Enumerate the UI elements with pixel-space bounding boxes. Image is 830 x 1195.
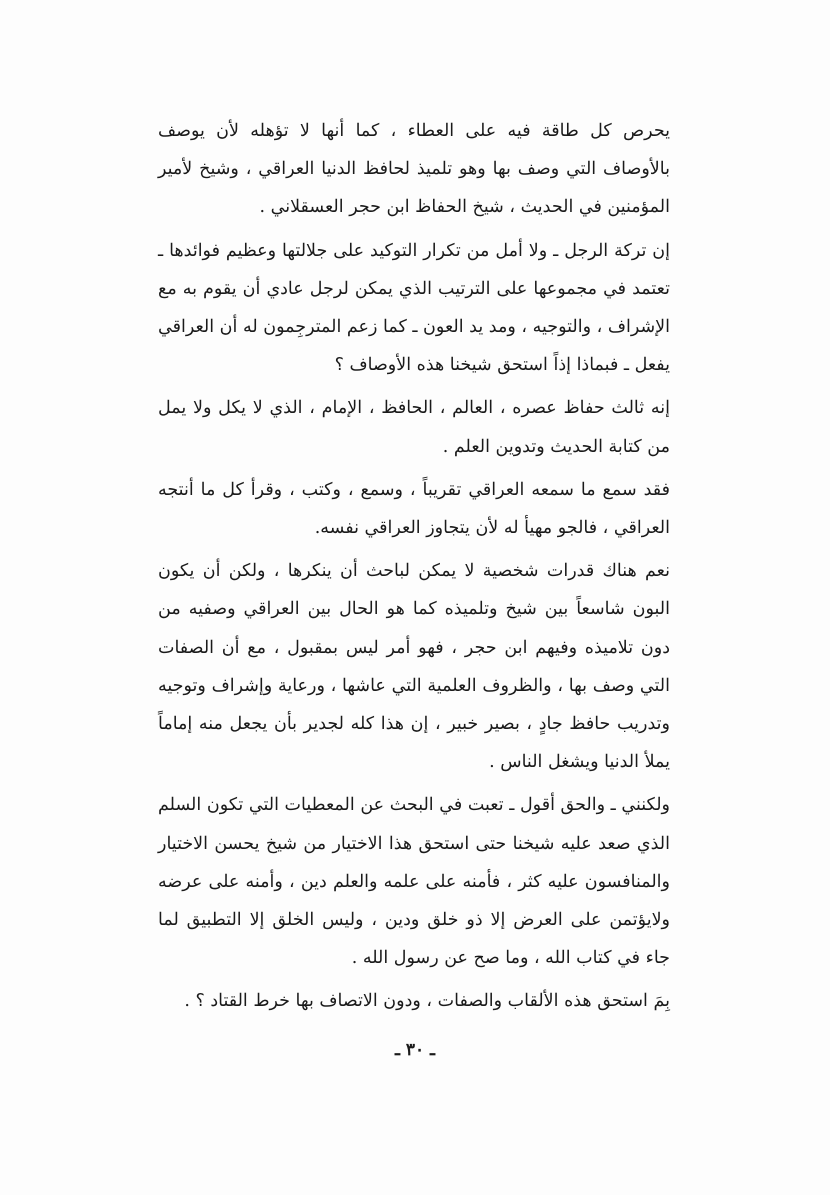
paragraph-1: يحرص كل طاقة فيه على العطاء ، كما أنها لا تؤهله لأن يوصف بالأوصاف التي وصف بها وهو تلميذ لحافظ الدنيا العراقي ، وشيخ لأمير المؤمنين في الحديث ، شيخ الحفاظ ابن حجر العسقلاني . — [158, 121, 670, 218]
page-number: ـ ٣٠ ـ — [394, 1040, 436, 1060]
paragraph-3: إنه ثالث حفاظ عصره ، العالم ، الحافظ ، الإمام ، الذي لا يكل ولا يمل من كتابة الحديث وتدوين العلم . — [158, 398, 670, 457]
paragraph-7: بِمَ استحق هذه الألقاب والصفات ، ودون الاتصاف بها خرط القتاد ؟ . — [184, 991, 670, 1012]
body-text — [158, 112, 670, 1021]
paragraph-4: فقد سمع ما سمعه العراقي تقريباً ، وسمع ، وكتب ، وقرأ كل ما أنتجه العراقي ، فالجو مهيأ له لأن يتجاوز العراقي نفسه. — [158, 479, 670, 539]
paragraph-6: ولكنني ـ والحق أقول ـ تعبت في البحث عن المعطيات التي تكون السلم الذي صعد عليه شيخنا حتى استحق هذا الاختيار من شيخ يحسن الاختيار والمنافسون عليه كثر ، فأمنه على علمه والعلم دين ، وأمنه على عرضه ولايؤتمن على العرض إلا ذو خلق ودين ، وليس الخلق إلا التطبيق لما جاء في كتاب الله ، وما صح عن رسول الله . — [158, 795, 670, 969]
paragraph-2: إن تركة الرجل ـ ولا أمل من تكرار التوكيد على جلالتها وعظيم فوائدها ـ تعتمد في مجموعها على الترتيب الذي يمكن لرجل عادي أن يقوم به مع الإشراف ، والتوجيه ، ومد يد العون ـ كما زعم المترجِمون له أن العراقي يفعل ـ فبماذا إذاً استحق شيخنا هذه الأوصاف ؟ — [158, 240, 670, 376]
paragraph-5: نعم هناك قدرات شخصية لا يمكن لباحث أن ينكرها ، ولكن أن يكون البون شاسعاً بين شيخ وتلميذه كما هو الحال بين العراقي وصفيه من دون تلاميذه وفيهم ابن حجر ، فهو أمر ليس بمقبول ، مع أن الصفات التي وصف بها ، والظروف العلمية التي عاشها ، ورعاية وإشراف وتوجيه وتدريب حافظ جادٍ ، بصير خبير ، إن هذا كله لجدير بأن يجعل منه إماماً يملأ الدنيا ويشغل الناس . — [158, 561, 670, 773]
